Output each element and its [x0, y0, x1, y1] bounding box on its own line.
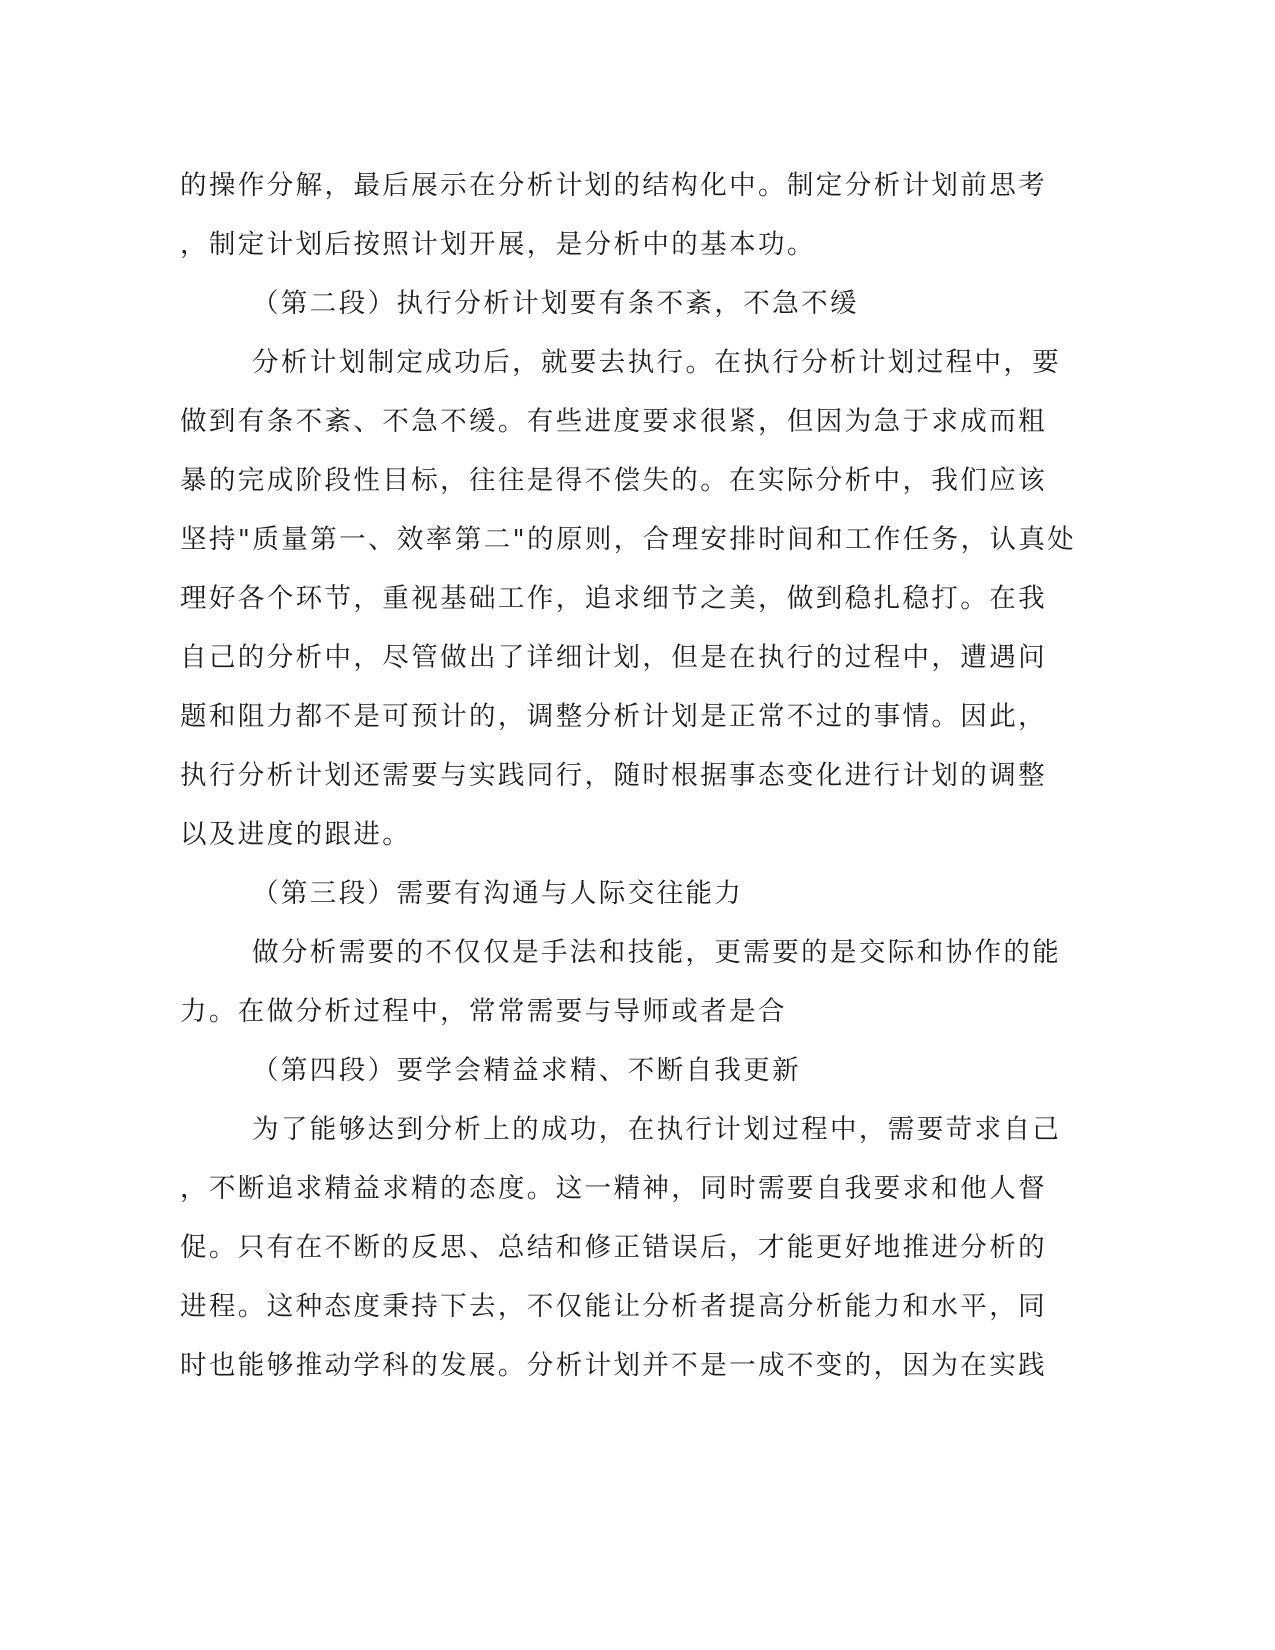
- text-line: ，制定计划后按照计划开展，是分析中的基本功。: [180, 229, 816, 260]
- text-line: 坚持"质量第一、效率第二"的原则，合理安排时间和工作任务，认真处: [180, 524, 1077, 555]
- text-line: 题和阻力都不是可预计的，调整分析计划是正常不过的事情。因此，: [180, 701, 1047, 732]
- text-line: ，不断追求精益求精的态度。这一精神，同时需要自我要求和他人督: [180, 1173, 1047, 1204]
- text-line: 执行分析计划还需要与实践同行，随时根据事态变化进行计划的调整: [180, 760, 1047, 791]
- text-line: 时也能够推动学科的发展。分析计划并不是一成不变的，因为在实践: [180, 1350, 1047, 1381]
- text-line: 力。在做分析过程中，常常需要与导师或者是合: [180, 996, 787, 1027]
- paragraph-first-line: 做分析需要的不仅仅是手法和技能，更需要的是交际和协作的能: [252, 937, 1062, 968]
- section-heading: （第四段）要学会精益求精、不断自我更新: [252, 1055, 802, 1086]
- text-line: 理好各个环节，重视基础工作，追求细节之美，做到稳扎稳打。在我: [180, 583, 1047, 614]
- text-line: 暴的完成阶段性目标，往往是得不偿失的。在实际分析中，我们应该: [180, 465, 1047, 496]
- text-line: 的操作分解，最后展示在分析计划的结构化中。制定分析计划前思考: [180, 170, 1047, 201]
- text-line: 做到有条不紊、不急不缓。有些进度要求很紧，但因为急于求成而粗: [180, 406, 1047, 437]
- paragraph-first-line: 为了能够达到分析上的成功，在执行计划过程中，需要苛求自己: [252, 1114, 1062, 1145]
- text-line: 促。只有在不断的反思、总结和修正错误后，才能更好地推进分析的: [180, 1232, 1047, 1263]
- section-heading: （第二段）执行分析计划要有条不紊，不急不缓: [252, 288, 859, 319]
- paragraph-first-line: 分析计划制定成功后，就要去执行。在执行分析计划过程中，要: [252, 347, 1062, 378]
- document-body: [180, 156, 1077, 1395]
- text-line: 以及进度的跟进。: [180, 819, 412, 850]
- section-heading: （第三段）需要有沟通与人际交往能力: [252, 878, 744, 909]
- text-line: 自己的分析中，尽管做出了详细计划，但是在执行的过程中，遭遇问: [180, 642, 1047, 673]
- text-line: 进程。这种态度秉持下去，不仅能让分析者提高分析能力和水平，同: [180, 1291, 1047, 1322]
